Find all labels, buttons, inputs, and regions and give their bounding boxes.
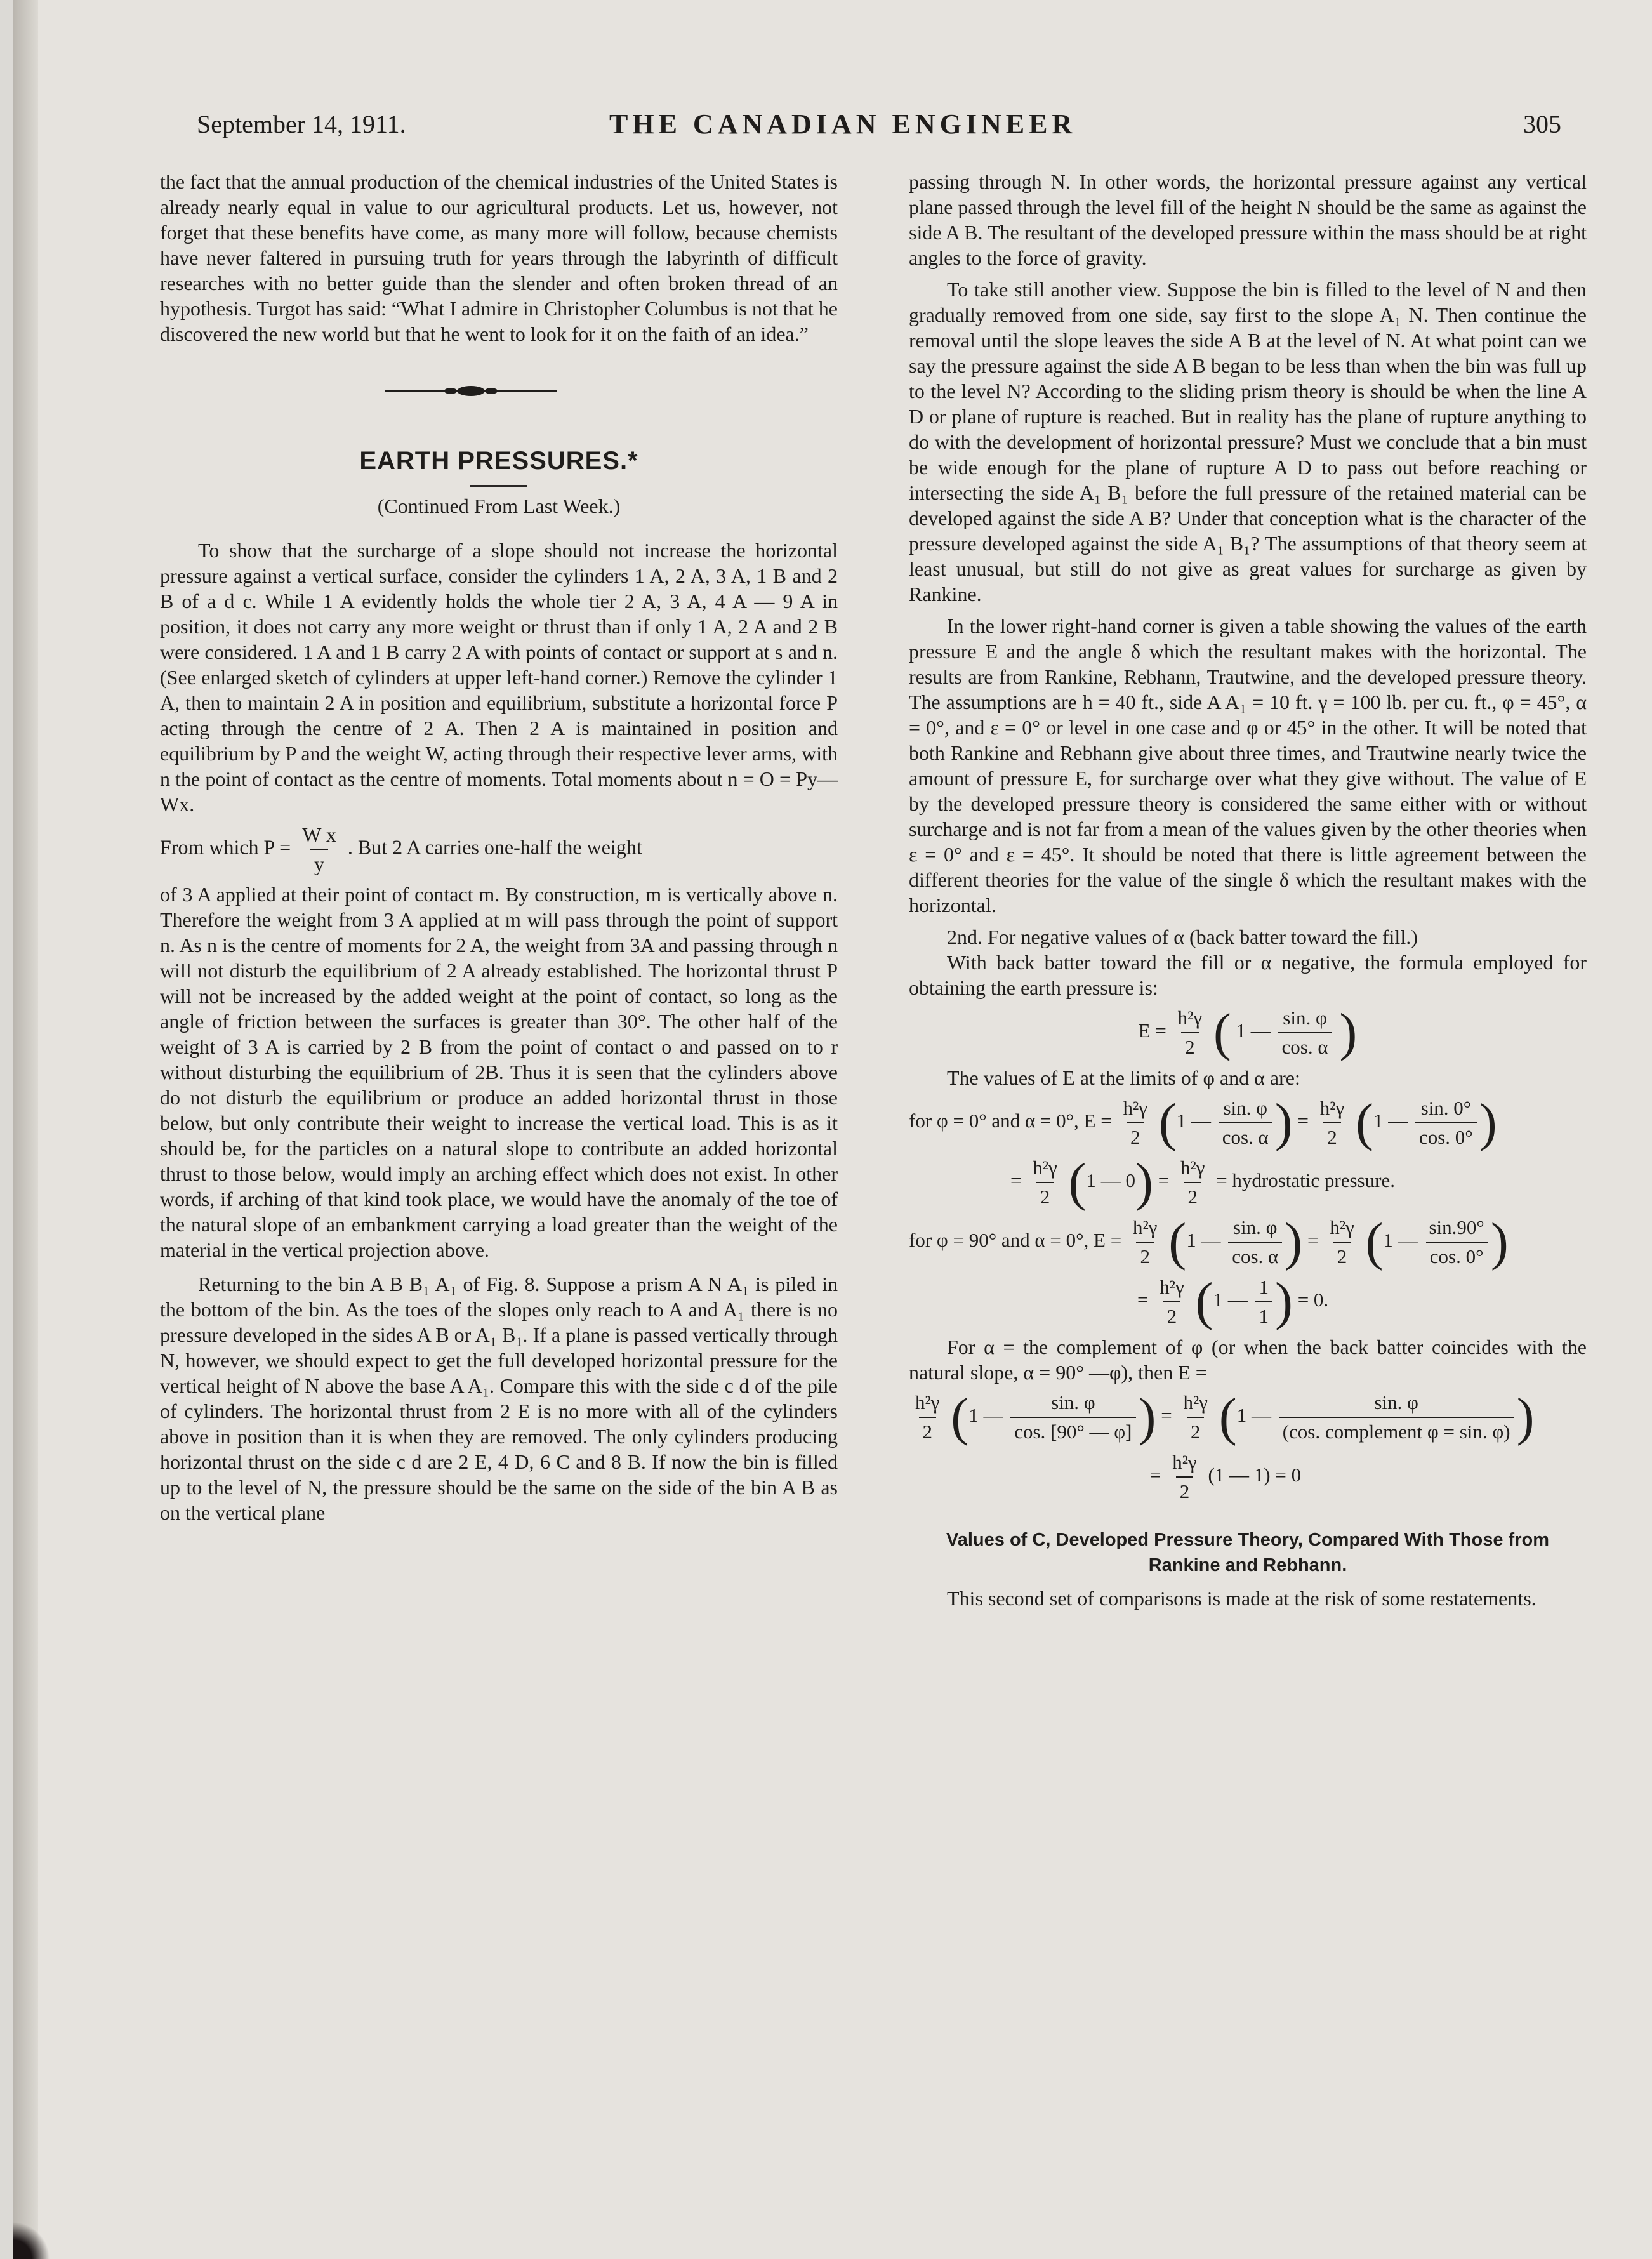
masthead-title: THE CANADIAN ENGINEER xyxy=(609,109,1077,140)
final-paragraph: This second set of comparisons is made at the risk of some restatements. xyxy=(947,1587,1536,1610)
section-heading: Values of C, Developed Pressure Theory, Compared With Those from Rankine and Rebhann. xyxy=(946,1530,1549,1575)
issue-date: September 14, 1911. xyxy=(197,110,406,138)
page-header xyxy=(197,103,1561,147)
ornamental-rule-icon xyxy=(385,385,557,397)
formula-phi-0: for φ = 0° and α = 0°, E = $\frac{\text{h²γ}}{2}$ (1 — $\frac{\sin. \varphi}{\cos. \alpha}$ ) = $\frac{\text{h²γ}}{2}$ (1 — $\frac{\sin. 0^\circ}{\cos. 0^\circ}$ ) = $\frac{\text{h²γ}}{2}$ (1 — 0) = $\frac{\text{h²γ}}{2}$ = hydrostatic pressure. xyxy=(909,1093,1497,1212)
page-gutter-shadow xyxy=(13,0,38,2259)
paragraph-negative-alpha: 2nd. For negative values of α (back batter toward the fill.) xyxy=(947,925,1418,948)
hydrostatic-text: = hydrostatic pressure. xyxy=(1216,1169,1395,1192)
paragraph-cylinders: To show that the surcharge of a slope should not increase the horizontal pressure against a vertical surface, consider the cylinders 1 A, 2 A, 3 A, 1 B and 2 B of a d c. While 1 A evidently holds the whole tier 2 A, 3 A, 4 A — 9 A in position, it does not carry any more weight or thrust than if only 1 A, 2 A and 2 B were considered. 1 A and 1 B carry 2 A with points of contact or support at s and n. (See enlarged sketch of cylinders at upper left-hand corner.) Remove the cylinder 1 A, then to maintain 2 A in position and equilibrium, substitute a horizontal force P acting through the centre of 2 A. Then 2 A is maintained in position and equilibrium by P and the weight W, acting through their respective lever arms, with n the point of contact as the centre of moments. Total moments about n = O = Py—Wx. xyxy=(160,539,838,816)
formula-E-lhs: E = xyxy=(1138,1019,1166,1042)
equation-P xyxy=(160,822,838,877)
paragraph-limits: The values of E at the limits of φ and α are: xyxy=(947,1066,1300,1089)
intro-paragraph: the fact that the annual production of the chemical industries of the United States is already nearly equal in value to our agricultural products. Let us, however, not forget that these benefits have come, as many more will follow, because chemists have never faltered in pursuing truth for years through the labyrinth of difficult researches with no better guide than the slender and often broken thread of an hypothesis. Turgot has said: “What I admire in Christopher Columbus is not that he discovered the new world but that he went to look for it on the faith of an idea.” xyxy=(160,170,838,345)
formula-E: E = $\frac{\text{h²γ}}{2}$ ( 1 — $\frac{\sin. \varphi}{\cos. \alpha}$ ) xyxy=(1138,1003,1358,1062)
from-which-text: From which P = xyxy=(160,835,291,859)
right-column xyxy=(909,169,1587,1611)
paragraph-another-view: To take still another view. Suppose the bin is filled to the level of N and then gradually removed from one side, say first to the slope A₁ N. Then continue the removal until the slope leaves the side A B at the level of N. At what point can we say the pressure against the side A B began to be less than when the bin was full up to the level N? According to the sliding prism theory is should be when the line A D or plane of rupture is reached. But in reality has the plane of rupture anything to do with the development of horizontal pressure? Must we conclude that a bin must be wide enough for the plane of rupture A D to pass out before reaching or intersecting the side A₁ B₁ before the full pressure of the retained material can be developed against the side A B? Under that conception what is the character of the pressure developed against the side A₁ B₁? The assumptions of that theory seem at least unusual, but still do not give as great values for surcharge as given by Rankine. xyxy=(909,278,1587,606)
formula-complement: $\frac{\text{h²γ}}{2}$ (1 — $\frac{\sin. \varphi}{\cos. [90^\circ — \varphi]}$ ) = $\frac{\text{h²γ}}{2}$ (1 — $\frac{\sin. \varphi}{\text{(cos. complement φ = sin. φ)}}$ ) = $\frac{\text{h²γ}}{2}$ (1 — 1) = 0 xyxy=(909,1390,1587,1504)
paragraph-complement: For α = the complement of φ (or when the back batter coincides with the natural slope, α = 90° —φ), then E = xyxy=(909,1335,1587,1384)
formula-phi-90: for φ = 90° and α = 0°, E = $\frac{\text{h²γ}}{2}$ (1 — $\frac{\sin. \varphi}{\cos. \alpha}$ ) = $\frac{\text{h²γ}}{2}$ (1 — $\frac{\sin.90^\circ}{\cos. 0^\circ}$ ) = $\frac{\text{h²γ}}{2}$ (1 — $\frac{1}{1}$ ) = 0. xyxy=(909,1212,1509,1331)
fraction-h2g-over-2: $\frac{\text{h²γ}}{2}$ xyxy=(1174,1005,1206,1060)
title-rule xyxy=(470,485,527,487)
fraction-denominator: y xyxy=(310,849,328,877)
paragraph-continued: passing through N. In other words, the horizontal pressure against any vertical plane passed through the level fill of the height N should be the same as against the side A B. The resultant of the developed pressure within the mass should be at right angles to the force of gravity. xyxy=(909,170,1587,269)
fraction-sin-phi-over-cos-alpha: $\frac{\sin. \varphi}{\cos. \alpha}$ xyxy=(1278,1005,1332,1060)
paragraph-bin: Returning to the bin A B B₁ A₁ of Fig. 8. Suppose a prism A N A₁ is piled in the bottom of the bin. As the toes of the slopes only reach to A and A₁ there is no pressure developed in the sides A B or A₁ B₁. If a plane is passed vertically through N, however, we should expect to get the full developed horizontal pressure for the vertical height of N above the base A A₁. Compare this with the side c d of the pile of cylinders. The horizontal thrust from 2 E is no more with all of the cylinders above in position than it is when they are removed. The only cylinders producing horizontal thrust on the side c d are 2 E, 4 D, 6 C and 8 B. If now the bin is filled up to the level of N, the pressure should be the same on the side of the bin A B as on the vertical plane xyxy=(160,1273,838,1524)
fraction-numerator: W x xyxy=(302,823,336,846)
fraction-Wx-over-y xyxy=(298,822,340,877)
after-fraction-text: . But 2 A carries one-half the weight xyxy=(347,835,642,859)
article-title: EARTH PRESSURES.* xyxy=(359,447,638,475)
left-column xyxy=(160,169,838,1525)
continued-note: (Continued From Last Week.) xyxy=(377,494,621,517)
paragraph-table: In the lower right-hand corner is given a table showing the values of the earth pressure E and the angle δ which the resultant makes with the horizontal. The results are from Rankine, Rebhann, Trautwine, and the developed pressure theory. The assumptions are h = 40 ft., side A A₁ = 10 ft. γ = 100 lb. per cu. ft., φ = 45°, α = 0°, and ε = 0° or level in one case and φ or 45° in the other. It will be noted that both Rankine and Rebhann give about three times, and Trautwine nearly twice the amount of pressure E, for surcharge over what they give without. The value of E by the developed pressure theory is considered the same either with or without surcharge and is not far from a mean of the values given by the other theories when ε = 0° and ε = 45°. It should be noted that there is little agreement between the different theories for the value of the single δ which the resultant makes with the horizontal. xyxy=(909,614,1587,917)
scan-corner-shadow xyxy=(13,2221,51,2259)
page-number: 305 xyxy=(1523,110,1561,138)
newspaper-page xyxy=(13,0,1652,2259)
section-ornament xyxy=(160,378,838,416)
paragraph-back-batter: With back batter toward the fill or α negative, the formula employed for obtaining the earth pressure is: xyxy=(909,951,1587,999)
paragraph-cylinders-continued: of 3 A applied at their point of contact m. By construction, m is vertically above n. Therefore the weight from 3 A applied at m will pass through the point of support n. As n is the centre of moments for 2 A, the weight from 3A and passing through n will not disturb the equilibrium of 2 A already established. The horizontal thrust P will not be increased by the added weight at the point of contact, so long as the angle of friction between the surfaces is greater than 30°. The other half of the weight of 3 A is carried by 2 B from the point of contact o and passed on to r without disturbing the equilibrium of 2B. Thus it is seen that the cylinders above do not disturb the equilibrium or produce an added horizontal thrust in those below, but only contribute their weight to increase the vertical load. This is as it should be, for the particles on a natural slope to contribute an added horizontal thrust to those below, would imply an arching effect which does not exist. In other words, if arching of that kind took place, we would have the anomaly of the toe of the natural slope of an embankment carrying a load greater than the weight of the material in the vertical projection above. xyxy=(160,883,838,1261)
